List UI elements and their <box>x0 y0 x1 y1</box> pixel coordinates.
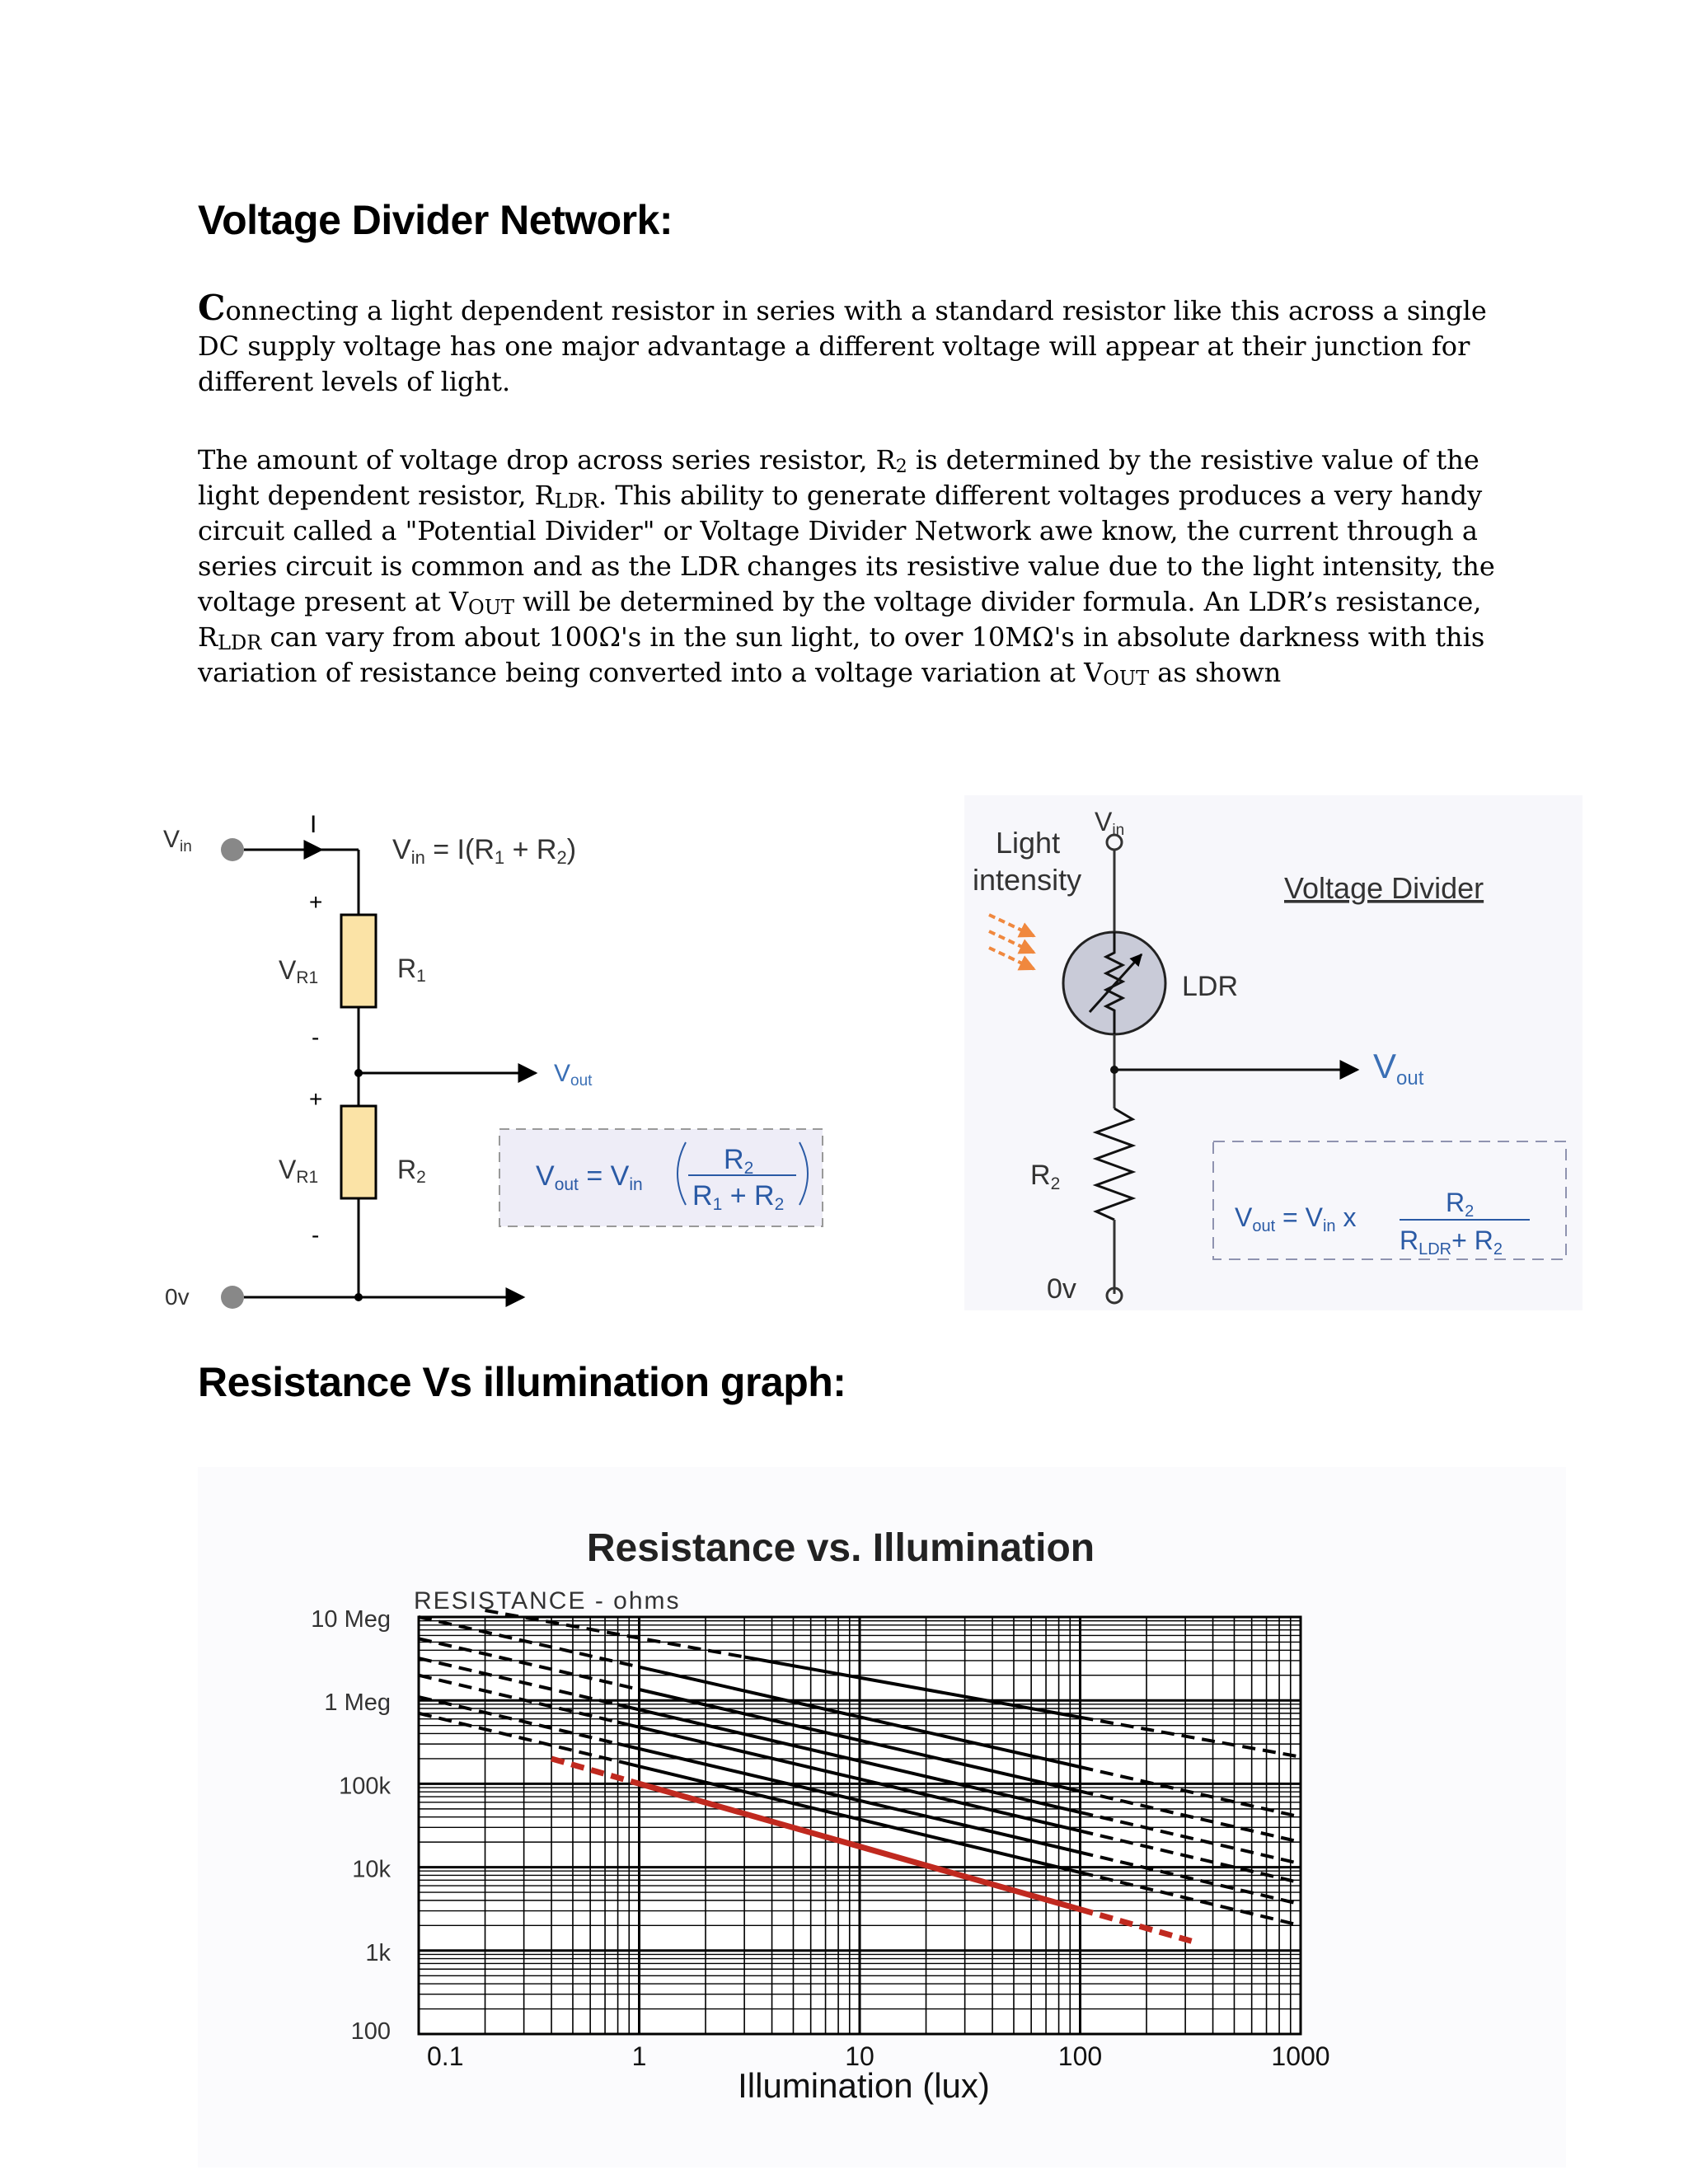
y-tick-label: 100 <box>350 2018 391 2045</box>
subscript: 2 <box>895 457 907 477</box>
minus-sign: - <box>312 1024 320 1050</box>
vr1-label: VR1 <box>279 955 319 987</box>
subscript: OUT <box>1103 667 1150 690</box>
vin-label: Vin <box>163 826 192 855</box>
para-text: is determined by the resistive value of the light dependent resistor, R <box>198 444 1479 511</box>
y-axis-label: RESISTANCE - ohms <box>414 1587 681 1615</box>
y-tick-label: 10 Meg <box>311 1606 391 1633</box>
formula-denominator: RLDR+ R2 <box>1400 1226 1503 1258</box>
plus-sign: + <box>309 889 323 915</box>
intensity-label: intensity <box>973 863 1082 897</box>
x-tick-label: 10 <box>845 2041 874 2071</box>
current-label: I <box>310 811 317 838</box>
subscript: OUT <box>468 596 514 619</box>
ground-label: 0v <box>165 1284 190 1310</box>
para-text: as shown <box>1149 657 1282 688</box>
y-tick-label: 1 Meg <box>324 1690 391 1717</box>
para-text: will be determined by the voltage divider formula. An LDR’s resistance, R <box>198 586 1482 653</box>
x-tick-label: 1 <box>631 2041 647 2071</box>
vout-label: Vout <box>1373 1047 1424 1090</box>
r1-label: R1 <box>397 954 426 986</box>
para-text: The amount of voltage drop across series resistor, R <box>198 444 896 476</box>
diagram-title: Voltage Divider <box>1284 871 1484 905</box>
formula-numerator: R2 <box>1446 1188 1475 1221</box>
plus-sign: + <box>309 1086 323 1112</box>
para-text: can vary from about 100Ω's in the sun light, to over 10MΩ's in absolute darkness with this variation of resistance being converted into a voltage variation at V <box>198 621 1485 688</box>
subscript: LDR <box>554 490 599 513</box>
vout-formula-lhs: Vout = Vin x <box>1235 1202 1357 1235</box>
x-tick-label: 100 <box>1057 2041 1103 2071</box>
y-tick-label: 100k <box>339 1773 391 1800</box>
y-tick-label: 10k <box>352 1856 391 1883</box>
r2-label: R2 <box>1030 1160 1061 1193</box>
para-text: . This ability to generate different voltages produces a very handy circuit called a "Potential Divider" or Voltage Divider Network awe know, the current through a series circuit is common and as the LDR changes its resistive value due to the light intensity, the voltage present at V <box>198 480 1495 617</box>
subscript: LDR <box>218 631 262 654</box>
vout-formula-lhs: Vout = Vin <box>536 1160 643 1194</box>
ground-label: 0v <box>1047 1273 1076 1305</box>
r2-label: R2 <box>397 1155 426 1187</box>
ldr-label: LDR <box>1182 971 1239 1002</box>
vr1-label-lower: VR1 <box>279 1155 319 1187</box>
vout-label: Vout <box>554 1060 593 1090</box>
chart-grid <box>419 1617 1301 2034</box>
formula-denominator: R1 + R2 <box>692 1180 785 1214</box>
x-axis-label: Illumination (lux) <box>738 2066 990 2105</box>
intro-text: onnecting a light dependent resistor in series with a standard resistor like this across a single DC supply voltage has one major advantage a different voltage will appear at their junction for different levels of light. <box>198 295 1487 397</box>
formula-numerator: R2 <box>724 1144 754 1178</box>
light-label: Light <box>996 826 1061 860</box>
chart-title: Resistance vs. Illumination <box>586 1526 1095 1570</box>
x-tick-label: 1000 <box>1271 2041 1330 2071</box>
vin-label: Vin <box>1095 807 1125 839</box>
section-heading-resistance-graph: Resistance Vs illumination graph: <box>198 1359 846 1405</box>
vin-equation: Vin = I(R1 + R2) <box>392 834 577 868</box>
section-heading-voltage-divider: Voltage Divider Network: <box>198 197 673 243</box>
y-tick-label: 1k <box>365 1939 391 1966</box>
drop-cap: C <box>198 288 226 328</box>
minus-sign: - <box>312 1222 320 1248</box>
x-tick-label: 0.1 <box>427 2041 464 2071</box>
